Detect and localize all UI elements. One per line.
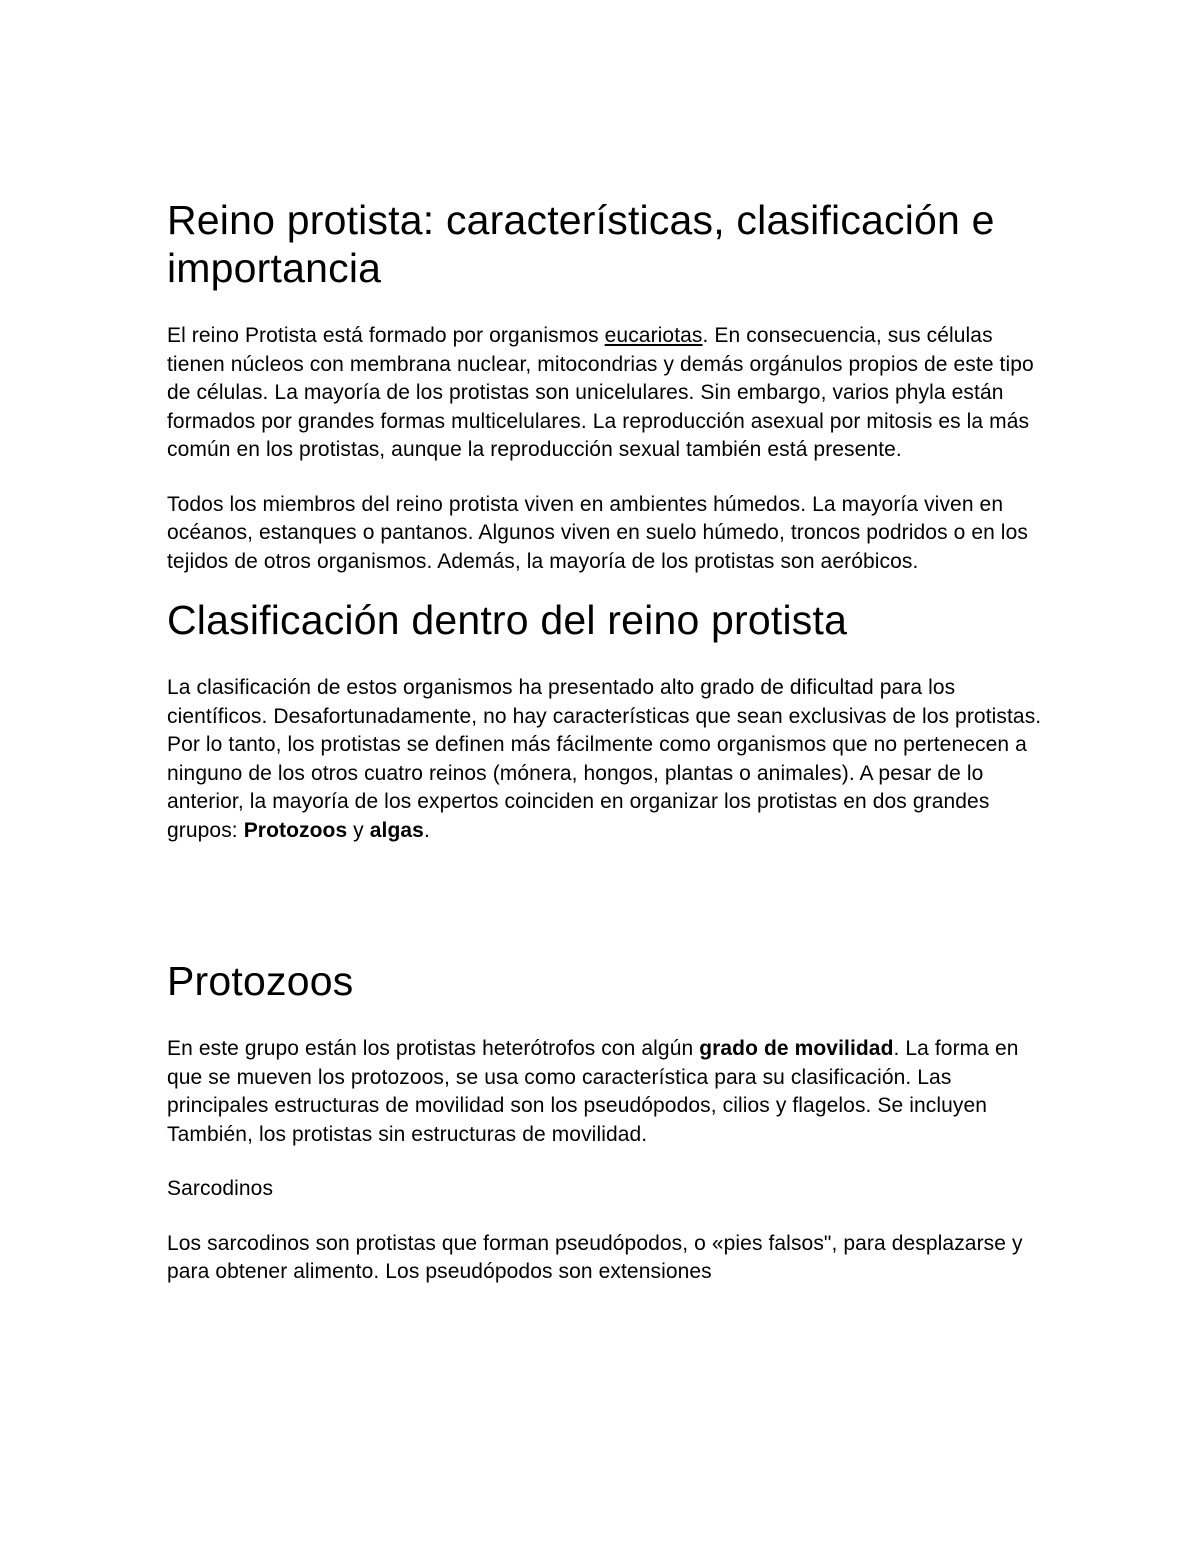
page-title: Reino protista: características, clasificación e importancia	[167, 197, 995, 291]
clasificacion-text-end: .	[423, 818, 430, 842]
intro-paragraph-2: Todos los miembros del reino protista viven en ambientes húmedos. La mayoría viven en océanos, estanques o pantanos. Algunos viven en suelo húmedo, troncos podridos o en los tejidos de otros organismos. Además, la mayoría de los protistas son aeróbicos.	[167, 492, 1028, 573]
algas-bold-term: algas	[369, 818, 424, 842]
protozoos-bold-term: Protozoos	[243, 818, 348, 842]
clasificacion-text-mid: y	[347, 818, 370, 842]
intro-p1-text-b: . En consecuencia, sus células tienen núcleos con membrana nuclear, mitocondrias y demás orgánulos propios de este tipo de células. La mayoría de los protistas son unicelulares. Sin embargo, varios phyla están formados por grandes formas multicelulares. La reproducción asexual por mitosis es la más común en los protistas, aunque la reproducción sexual también está presente.	[167, 324, 1034, 461]
section-heading-protozoos: Protozoos	[167, 958, 354, 1004]
section-heading-clasificacion: Clasificación dentro del reino protista	[167, 597, 848, 643]
protozoos-text-b: . La forma en que se mueven los protozoos, se usa como característica para su clasificación. Las principales estructuras de movilidad son los pseudópodos, cilios y flagelos. Se incluyen También, los protistas sin estructuras de movilidad.	[167, 1037, 1019, 1146]
document-page	[167, 196, 1047, 1287]
clasificacion-paragraph	[167, 674, 1047, 845]
clasificacion-text-a: La clasificación de estos organismos ha presentado alto grado de dificultad para los científicos. Desafortunadamente, no hay características que sean exclusivas de los protistas. Por lo tanto, los protistas se definen más fácilmente como organismos que no pertenecen a ninguno de los otros cuatro reinos (mónera, hongos, plantas o animales). A pesar de lo anterior, la mayoría de los expertos coinciden en organizar los protistas en dos grandes grupos:	[167, 676, 1042, 842]
protozoos-paragraph	[167, 1035, 1047, 1149]
eucariotas-link[interactable]: eucariotas	[604, 324, 703, 347]
sarcodinos-paragraph: Los sarcodinos son protistas que forman pseudópodos, o «pies falsos", para desplazarse y para obtener alimento. Los pseudópodos son extensiones	[167, 1231, 1023, 1283]
protozoos-text-a: En este grupo están los protistas heterótrofos con algún	[167, 1037, 700, 1060]
intro-paragraph-1	[167, 322, 1047, 465]
intro-p1-text-a: El reino Protista está formado por organismos	[167, 324, 605, 347]
sarcodinos-subheading: Sarcodinos	[167, 1177, 274, 1200]
grado-movilidad-bold-term: grado de movilidad	[699, 1037, 894, 1060]
